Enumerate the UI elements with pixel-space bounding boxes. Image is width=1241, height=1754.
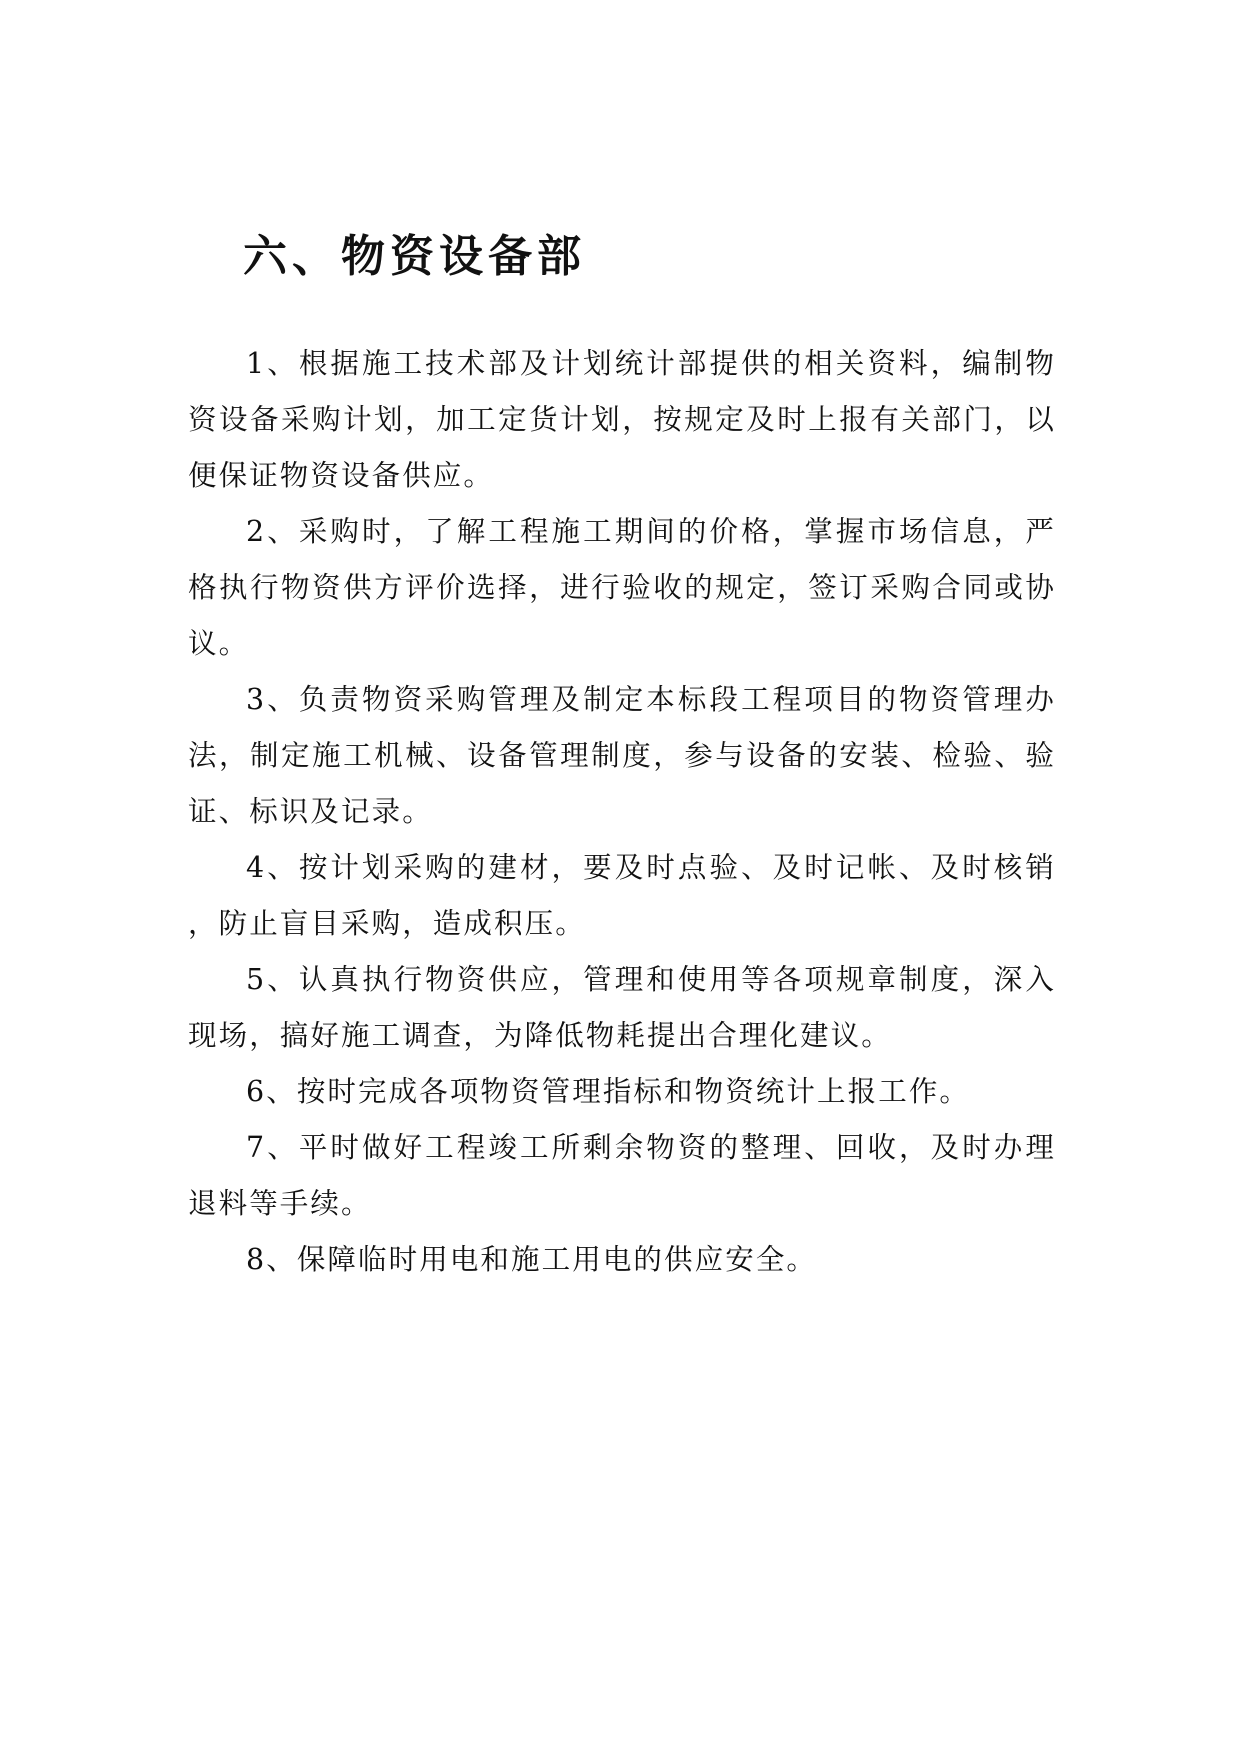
duty-item-8: 8、保障临时用电和施工用电的供应安全。 <box>246 1243 818 1276</box>
duty-list <box>188 336 1056 1288</box>
duty-item-1: 1、根据施工技术部及计划统计部提供的相关资料，编制物资设备采购计划，加工定货计划，按规定及时上报有关部门，以便保证物资设备供应。 <box>188 347 1056 492</box>
section-heading: 六、物资设备部 <box>243 231 586 283</box>
duty-item-5: 5、认真执行物资供应，管理和使用等各项规章制度，深入现场，搞好施工调查，为降低物耗提出合理化建议。 <box>188 963 1056 1052</box>
duty-item-2: 2、采购时，了解工程施工期间的价格，掌握市场信息，严格执行物资供方评价选择，进行验收的规定，签订采购合同或协议。 <box>188 515 1056 660</box>
duty-item-3: 3、负责物资采购管理及制定本标段工程项目的物资管理办法，制定施工机械、设备管理制度，参与设备的安装、检验、验证、标识及记录。 <box>188 683 1056 828</box>
duty-item-4: 4、按计划采购的建材，要及时点验、及时记帐、及时核销，防止盲目采购，造成积压。 <box>188 851 1056 940</box>
duty-item-7: 7、平时做好工程竣工所剩余物资的整理、回收，及时办理退料等手续。 <box>188 1131 1056 1220</box>
duty-item-6: 6、按时完成各项物资管理指标和物资统计上报工作。 <box>246 1075 971 1108</box>
